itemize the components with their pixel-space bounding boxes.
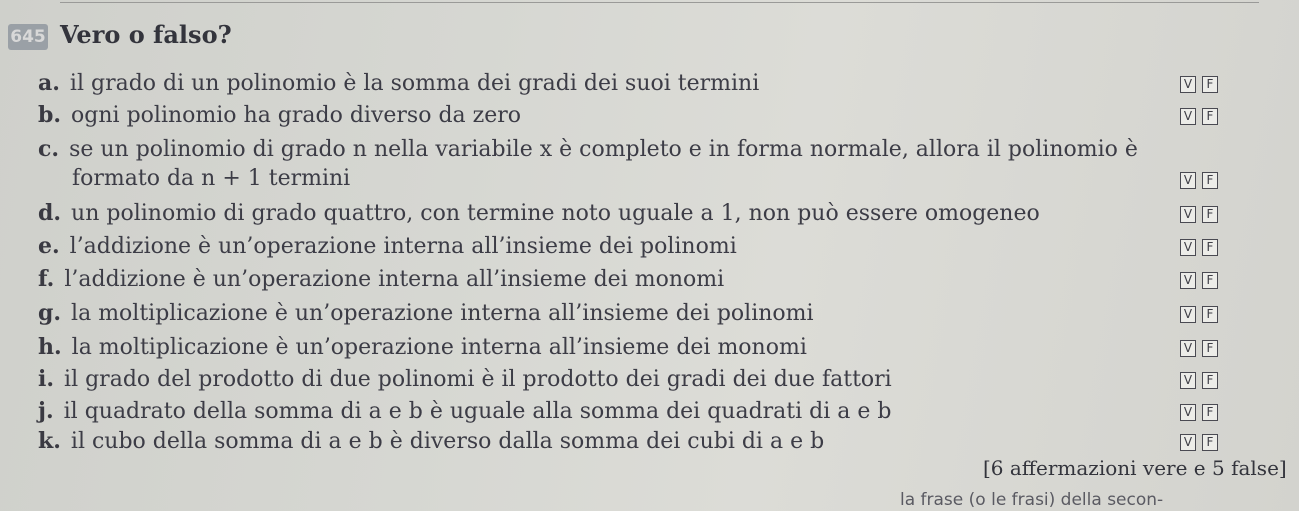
- statement-a: [38, 70, 759, 96]
- true-box[interactable]: V: [1180, 404, 1196, 421]
- false-box[interactable]: F: [1202, 340, 1218, 357]
- vf-choice-f: [1180, 272, 1218, 289]
- statement-letter: c.: [38, 136, 60, 162]
- true-box[interactable]: V: [1180, 239, 1196, 256]
- statement-text: l’addizione è un’operazione interna all’insieme dei monomi: [64, 267, 725, 292]
- statement-j: [38, 398, 891, 424]
- statement-b: [38, 102, 521, 128]
- statement-f: [38, 266, 724, 292]
- answer-count-note: [6 affermazioni vere e 5 false]: [983, 456, 1287, 480]
- true-box[interactable]: V: [1180, 272, 1196, 289]
- statement-c-continuation: formato da n + 1 termini: [72, 166, 351, 191]
- false-box[interactable]: F: [1202, 239, 1218, 256]
- statement-text: la moltiplicazione è un’operazione interna all’insieme dei polinomi: [71, 301, 814, 326]
- page-rule: [60, 2, 1259, 3]
- false-box[interactable]: F: [1202, 404, 1218, 421]
- statement-c: [38, 136, 1138, 162]
- vf-choice-a: [1180, 76, 1218, 93]
- statement-letter: e.: [38, 233, 60, 259]
- exercise-number: 645: [8, 24, 48, 50]
- vf-choice-k: [1180, 434, 1218, 451]
- statement-letter: a.: [38, 70, 60, 96]
- vf-choice-i: [1180, 372, 1218, 389]
- statement-letter: f.: [38, 266, 55, 292]
- statement-d: [38, 200, 1040, 226]
- statement-letter: j.: [38, 398, 54, 424]
- vf-choice-c: [1180, 172, 1218, 189]
- vf-choice-d: [1180, 206, 1218, 223]
- statement-text: ogni polinomio ha grado diverso da zero: [71, 103, 522, 128]
- statement-letter: k.: [38, 428, 61, 454]
- false-box[interactable]: F: [1202, 206, 1218, 223]
- exercise-title: Vero o falso?: [60, 20, 232, 49]
- true-box[interactable]: V: [1180, 108, 1196, 125]
- statement-k: [38, 428, 824, 454]
- true-box[interactable]: V: [1180, 434, 1196, 451]
- false-box[interactable]: F: [1202, 108, 1218, 125]
- vf-choice-e: [1180, 239, 1218, 256]
- false-box[interactable]: F: [1202, 306, 1218, 323]
- false-box[interactable]: F: [1202, 76, 1218, 93]
- statement-g: [38, 300, 814, 326]
- vf-choice-b: [1180, 108, 1218, 125]
- vf-choice-j: [1180, 404, 1218, 421]
- statement-text: se un polinomio di grado n nella variabile x è completo e in forma normale, allora il polinomio è: [69, 137, 1138, 162]
- true-box[interactable]: V: [1180, 340, 1196, 357]
- false-box[interactable]: F: [1202, 434, 1218, 451]
- true-box[interactable]: V: [1180, 372, 1196, 389]
- false-box[interactable]: F: [1202, 172, 1218, 189]
- statement-text: la moltiplicazione è un’operazione interna all’insieme dei monomi: [71, 335, 807, 360]
- statement-h: [38, 334, 807, 360]
- next-exercise-fragment: la frase (o le frasi) della secon-: [900, 490, 1164, 510]
- vf-choice-g: [1180, 306, 1218, 323]
- statement-text: un polinomio di grado quattro, con termine noto uguale a 1, non può essere omogeneo: [71, 201, 1040, 226]
- true-box[interactable]: V: [1180, 76, 1196, 93]
- true-box[interactable]: V: [1180, 306, 1196, 323]
- statement-letter: h.: [38, 334, 62, 360]
- true-box[interactable]: V: [1180, 206, 1196, 223]
- statement-text: l’addizione è un’operazione interna all’insieme dei polinomi: [69, 234, 737, 259]
- statement-e: [38, 233, 737, 259]
- false-box[interactable]: F: [1202, 372, 1218, 389]
- statement-letter: g.: [38, 300, 62, 326]
- statement-text: il cubo della somma di a e b è diverso dalla somma dei cubi di a e b: [70, 429, 825, 454]
- statement-letter: b.: [38, 102, 62, 128]
- statement-letter: i.: [38, 366, 55, 392]
- statement-i: [38, 366, 892, 392]
- statement-text: il quadrato della somma di a e b è uguale alla somma dei quadrati di a e b: [63, 399, 892, 424]
- vf-choice-h: [1180, 340, 1218, 357]
- false-box[interactable]: F: [1202, 272, 1218, 289]
- true-box[interactable]: V: [1180, 172, 1196, 189]
- statement-text: il grado del prodotto di due polinomi è il prodotto dei gradi dei due fattori: [64, 367, 892, 392]
- statement-letter: d.: [38, 200, 62, 226]
- statement-text: il grado di un polinomio è la somma dei gradi dei suoi termini: [69, 71, 760, 96]
